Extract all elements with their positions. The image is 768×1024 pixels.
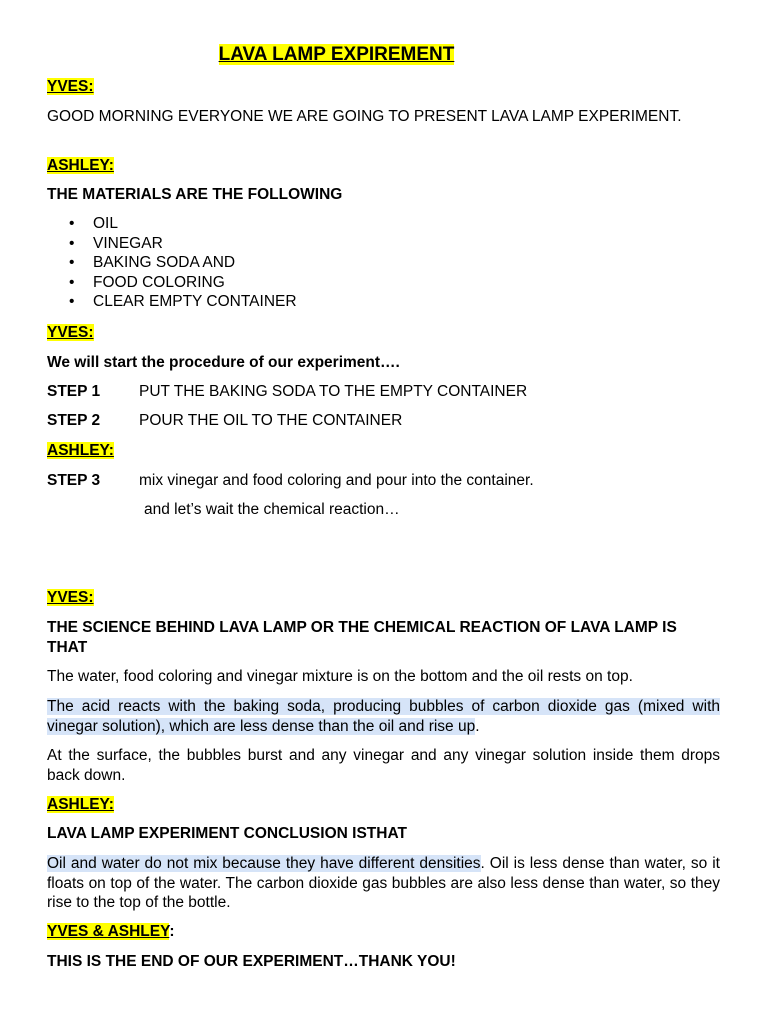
bullet-icon: • [69, 254, 75, 272]
bullet-icon: • [69, 234, 75, 252]
step-label: STEP 1 [47, 383, 101, 400]
step-label: STEP 3 [47, 472, 101, 489]
conclusion-heading: LAVA LAMP EXPERIMENT CONCLUSION ISTHAT [47, 825, 407, 842]
materials-heading: THE MATERIALS ARE THE FOLLOWING [47, 186, 343, 203]
step-text: mix vinegar and food coloring and pour into the container. [139, 472, 534, 489]
speaker-label: YVES: [47, 589, 94, 606]
highlighted-text: The acid reacts with the baking soda, producing bubbles of carbon dioxide gas (mixed with vinegar solution), which are less dense than the oil and rise up [47, 698, 720, 735]
intro-paragraph: GOOD MORNING EVERYONE WE ARE GOING TO PRESENT LAVA LAMP EXPERIMENT. [47, 108, 682, 125]
step-text: POUR THE OIL TO THE CONTAINER [139, 412, 403, 429]
bullet-icon: • [69, 215, 75, 232]
speaker-label: ASHLEY: [47, 796, 114, 813]
speaker-label: YVES & ASHLEY: [47, 923, 175, 940]
science-paragraph-2: The acid reacts with the baking soda, producing bubbles of carbon dioxide gas (mixed with vinegar solution), which are less dense than the oil and rise up. [47, 698, 720, 735]
procedure-step [47, 382, 720, 402]
speaker-label: ASHLEY: [47, 157, 114, 174]
wait-line: and let’s wait the chemical reaction… [144, 501, 400, 518]
science-paragraph-3: At the surface, the bubbles burst and any vinegar and any vinegar solution inside them drops back down. [47, 747, 720, 784]
procedure-step [47, 411, 720, 431]
procedure-intro: We will start the procedure of our experiment…. [47, 354, 400, 371]
speaker-label: YVES: [47, 324, 94, 341]
list-item: • VINEGAR [69, 234, 163, 252]
closing-line: THIS IS THE END OF OUR EXPERIMENT…THANK YOU! [47, 953, 456, 970]
bullet-icon: • [69, 293, 75, 311]
step-label: STEP 2 [47, 412, 101, 429]
list-item: • BAKING SODA AND [69, 254, 236, 272]
document-title: LAVA LAMP EXPIREMENT [218, 44, 455, 65]
science-heading: THE SCIENCE BEHIND LAVA LAMP OR THE CHEMICAL REACTION OF LAVA LAMP IS THAT [47, 619, 677, 656]
list-item: • CLEAR EMPTY CONTAINER [69, 293, 297, 311]
speaker-label: ASHLEY: [47, 442, 114, 459]
conclusion-paragraph: Oil and water do not mix because they have different densities. Oil is less dense than water, so it floats on top of the water. The carbon dioxide gas bubbles are also less dense than water, so they rise to the top of the bottle. [47, 855, 720, 911]
step-text: PUT THE BAKING SODA TO THE EMPTY CONTAINER [139, 383, 528, 400]
speaker-label: YVES: [47, 78, 94, 95]
list-item: • FOOD COLORING [69, 273, 225, 291]
bullet-icon: • [69, 273, 75, 291]
procedure-step [47, 471, 720, 491]
list-item: • OIL [69, 215, 118, 232]
highlighted-text: Oil and water do not mix because they have different densities [47, 855, 481, 872]
materials-list [47, 214, 720, 312]
science-paragraph-1: The water, food coloring and vinegar mixture is on the bottom and the oil rests on top. [47, 668, 633, 685]
